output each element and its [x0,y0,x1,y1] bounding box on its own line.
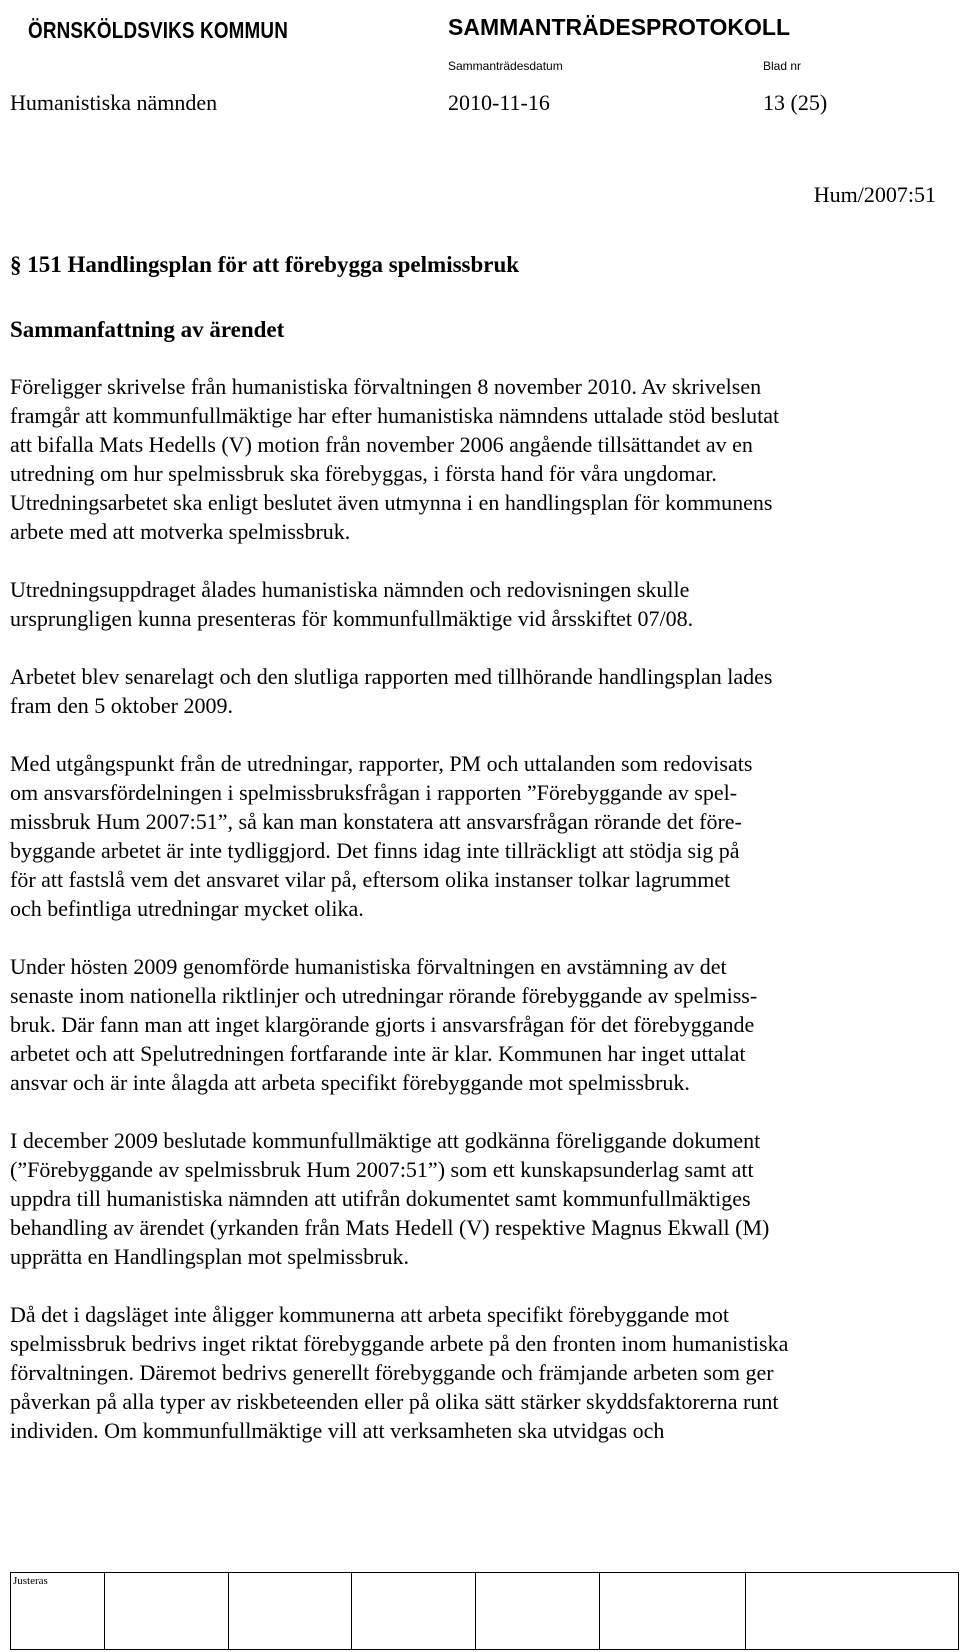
paragraph-line: I december 2009 beslutade kommunfullmäktige att godkänna föreliggande dokument [10,1128,761,1153]
paragraph-line: senaste inom nationella riktlinjer och utredningar rörande förebyggande av spelmiss- [10,983,758,1008]
paragraph-line: och befintliga utredningar mycket olika. [10,896,364,921]
paragraph-line: spelmissbruk bedrivs inget riktat förebyggande arbete på den fronten inom humanistiska [10,1331,789,1356]
document-body [10,372,950,1474]
section-title: § 151 Handlingsplan för att förebygga spelmissbruk [10,252,520,277]
date-label: Sammanträdesdatum [448,59,563,73]
paragraph-line: (”Förebyggande av spelmissbruk Hum 2007:51”) som ett kunskapsunderlag samt att [10,1157,754,1182]
body-paragraph [10,1126,950,1271]
paragraph-line: behandling av ärendet (yrkanden från Mats Hedell (V) respektive Magnus Ekwall (M) [10,1215,770,1240]
paragraph-line: att bifalla Mats Hedells (V) motion från november 2006 angående tillsättandet av en [10,432,753,457]
body-paragraph [10,952,950,1097]
committee-name: Humanistiska nämnden [10,90,218,115]
paragraph-line: för att fastslå vem det ansvaret vilar på, eftersom olika instanser tolkar lagrummet [10,867,731,892]
signature-cell [476,1573,600,1650]
body-paragraph [10,1300,950,1445]
summary-heading: Sammanfattning av ärendet [10,317,285,342]
paragraph-line: Då det i dagsläget inte åligger kommunerna att arbeta specifikt förebyggande mot [10,1302,730,1327]
paragraph-line: Arbetet blev senarelagt och den slutliga rapporten med tillhörande handlingsplan lades [10,664,773,689]
justeras-label: Justeras [13,1575,48,1587]
paragraph-line: arbete med att motverka spelmissbruk. [10,519,351,544]
paragraph-line: om ansvarsfördelningen i spelmissbruksfrågan i rapporten ”Förebyggande av spel- [10,780,738,805]
meeting-date: 2010-11-16 [448,90,550,115]
signature-table [10,1572,959,1650]
page-label: Blad nr [763,59,802,73]
paragraph-line: påverkan på alla typer av riskbeteenden eller på olika sätt stärker skyddsfaktorerna runt [10,1389,779,1414]
paragraph-line: byggande arbetet är inte tydliggjord. Det finns idag inte tillräckligt att stödja sig på [10,838,740,863]
signature-cell [229,1573,352,1650]
paragraph-line: individen. Om kommunfullmäktige vill att verksamheten ska utvidgas och [10,1418,665,1443]
paragraph-line: Utredningsarbetet ska enligt beslutet även utmynna i en handlingsplan för kommunens [10,490,773,515]
signature-cell [352,1573,476,1650]
paragraph-line: bruk. Där fann man att inget klargörande gjorts i ansvarsfrågan för det förebyggande [10,1012,755,1037]
municipality-logo [20,6,340,54]
paragraph-line: förvaltningen. Däremot bedrivs generellt förebyggande och främjande arbeten som ger [10,1360,774,1385]
case-reference: Hum/2007:51 [813,182,936,207]
paragraph-line: Utredningsuppdraget ålades humanistiska nämnden och redovisningen skulle [10,577,690,602]
justeras-cell [11,1573,105,1650]
organization-name: ÖRNSKÖLDSVIKS KOMMUN [28,16,288,43]
signature-cell [745,1573,958,1650]
paragraph-line: Föreligger skrivelse från humanistiska förvaltningen 8 november 2010. Av skrivelsen [10,374,762,399]
signature-cell [104,1573,229,1650]
paragraph-line: missbruk Hum 2007:51”, så kan man konstatera att ansvarsfrågan rörande det före- [10,809,742,834]
body-paragraph [10,575,950,633]
page-number: 13 (25) [763,90,828,115]
paragraph-line: fram den 5 oktober 2009. [10,693,233,718]
paragraph-line: ursprungligen kunna presenteras för kommunfullmäktige vid årsskiftet 07/08. [10,606,694,631]
body-paragraph [10,662,950,720]
document-type: SAMMANTRÄDESPROTOKOLL [448,14,791,40]
paragraph-line: utredning om hur spelmissbruk ska förebyggas, i första hand för våra ungdomar. [10,461,717,486]
body-paragraph [10,749,950,923]
paragraph-line: Med utgångspunkt från de utredningar, rapporter, PM och uttalanden som redovisats [10,751,753,776]
paragraph-line: ansvar och är inte ålagda att arbeta specifikt förebyggande mot spelmissbruk. [10,1070,690,1095]
body-paragraph [10,372,950,546]
paragraph-line: uppdra till humanistiska nämnden att utifrån dokumentet samt kommunfullmäktiges [10,1186,751,1211]
signature-cell [600,1573,746,1650]
paragraph-line: arbetet och att Spelutredningen fortfarande inte är klar. Kommunen har inget uttalat [10,1041,746,1066]
paragraph-line: Under hösten 2009 genomförde humanistiska förvaltningen en avstämning av det [10,954,727,979]
paragraph-line: framgår att kommunfullmäktige har efter humanistiska nämndens uttalade stöd beslutat [10,403,780,428]
paragraph-line: upprätta en Handlingsplan mot spelmissbruk. [10,1244,409,1269]
